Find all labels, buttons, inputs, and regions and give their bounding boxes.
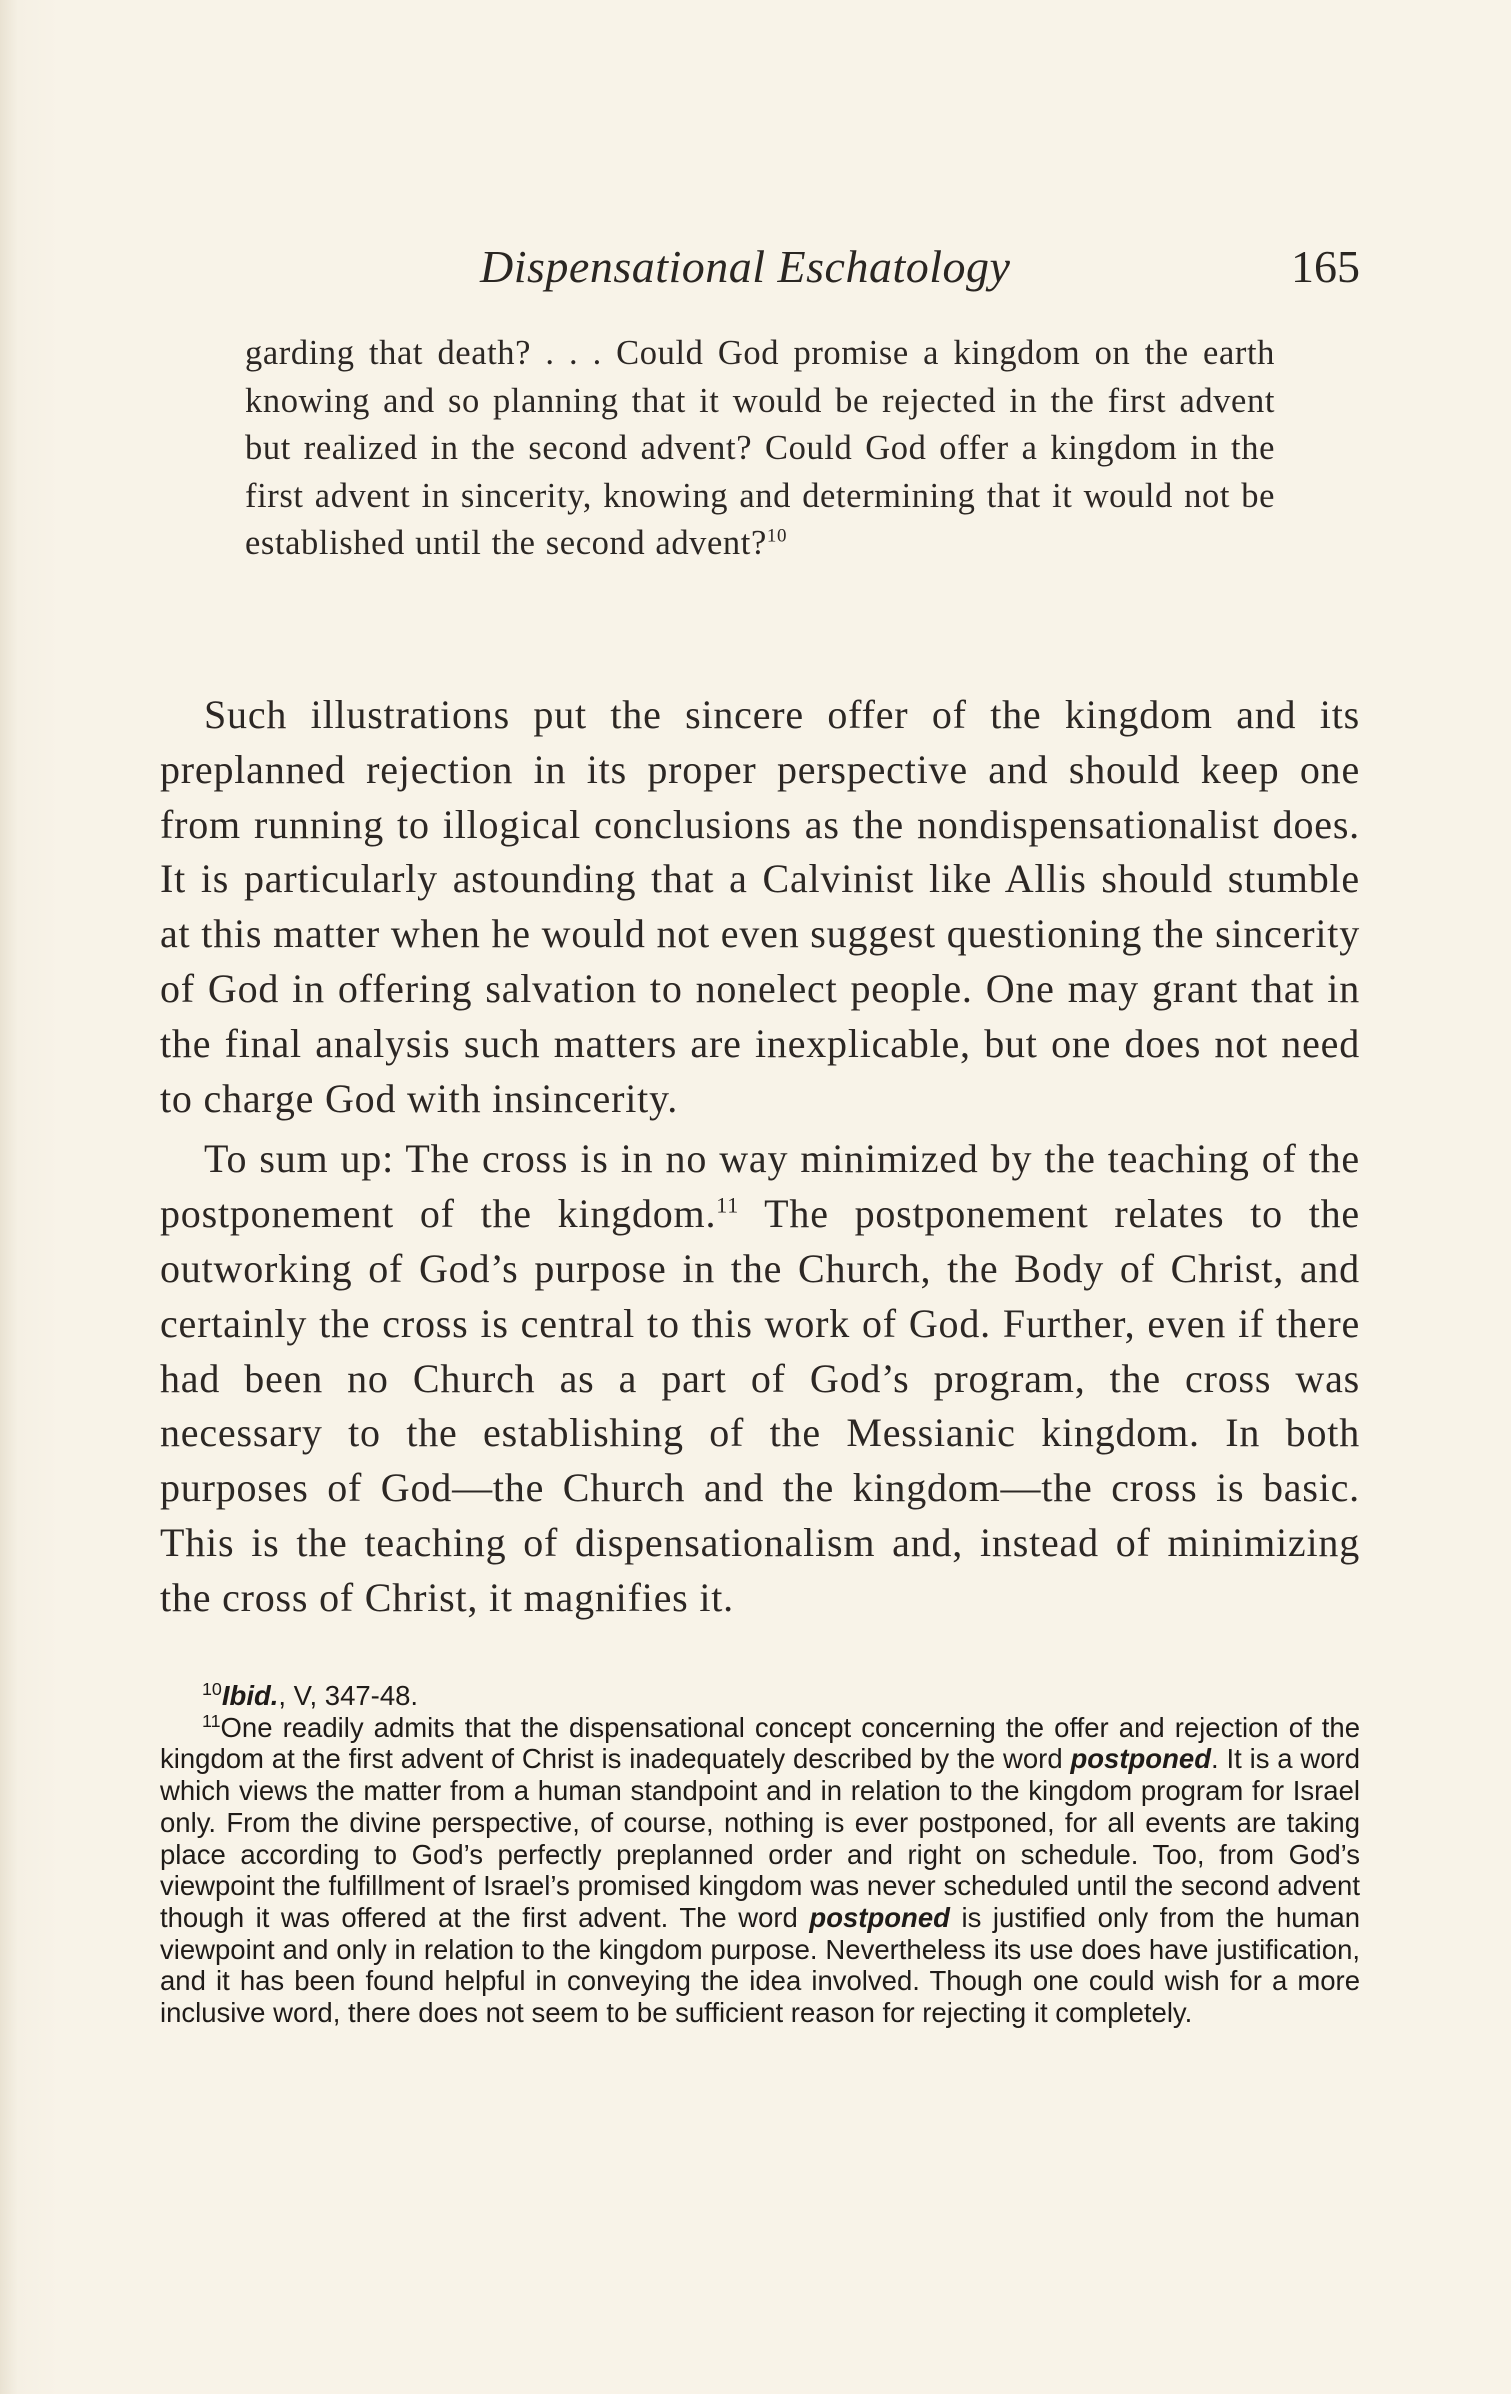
body-paragraph-2 [160,1132,1360,1625]
running-head: Dispensational Eschatology [480,241,1011,292]
footnote-11-text-b: . It is a word which views the matter from a human standpoint and in relation to the kingdom program for Israel only. From the divine perspective, of course, nothing is ever postponed, for all events are taking place according to God’s perfectly preplanned order and right on schedule. Too, from God’s viewpoint the fulfillment of Israel’s promised kingdom was never scheduled until the second advent though it was offered at the first advent. The word [160,1743,1360,1933]
footnote-10-text: , V, 347-48. [278,1680,419,1711]
block-quote-paragraph [245,330,1275,568]
footnote-11-emphasis-2: postponed [809,1901,950,1933]
footnotes [160,1680,1360,2029]
page-number: 165 [1291,241,1360,292]
body-paragraph-2-end: The postponement relates to the outworking of God’s purpose in the Church, the Body of Christ, and certainly the cross is central to this work of God. Further, even if there had been no Church as a part of God’s program, the cross was necessary to the establishing of the Messianic kingdom. In both purposes of God—the Church and the kingdom—the cross is basic. This is the teaching of dispensationalism and, instead of minimizing the cross of Christ, it magnifies it. [160,1191,1360,1620]
footnote-10-ibid: Ibid. [221,1680,279,1711]
footnote-11 [160,1712,1360,2029]
footnote-11-emphasis-1: postponed [1070,1743,1211,1775]
footnote-ref-10: 10 [766,525,788,547]
body-text [160,688,1360,1626]
footnote-ref-11: 11 [716,1192,740,1218]
page-header [160,240,1360,310]
footnote-10 [160,1680,1360,1712]
footnote-11-number: 11 [202,1710,221,1731]
footnote-11-text-c: is justified only from the human viewpoint and only in relation to the kingdom purpose. Nevertheless its use does have justification, and it has been found helpful in conveying the idea involved. Though one could wish for a more inclusive word, there does not seem to be sufficient reason for rejecting it completely. [160,1901,1360,2029]
body-paragraph-2-start: To sum up: The cross is in no way minimized by the teaching of the postponement of the kingdom. [160,1136,1360,1237]
body-paragraph-1: Such illustrations put the sincere offer of the kingdom and its preplanned rejection in its proper perspective and should keep one from running to illogical conclusions as the nondispensationalist does. It is particularly astounding that a Calvinist like Allis should stumble at this matter when he would not even suggest questioning the sincerity of God in offering salvation to nonelect people. One may grant that in the final analysis such matters are inexplicable, but one does not need to charge God with insincerity. [160,692,1360,1121]
block-quote [245,330,1275,568]
footnote-11-text-a: One readily admits that the dispensational concept concerning the offer and rejection of the kingdom at the first advent of Christ is inadequately described by the word [160,1711,1360,1775]
block-quote-text: garding that death? . . . Could God promise a kingdom on the earth knowing and so planning that it would be rejected in the first advent but realized in the second advent? Could God offer a kingdom in the first advent in sincerity, knowing and determining that it would not be established until the second advent? [245,334,1275,562]
footnote-10-number: 10 [202,1678,222,1699]
